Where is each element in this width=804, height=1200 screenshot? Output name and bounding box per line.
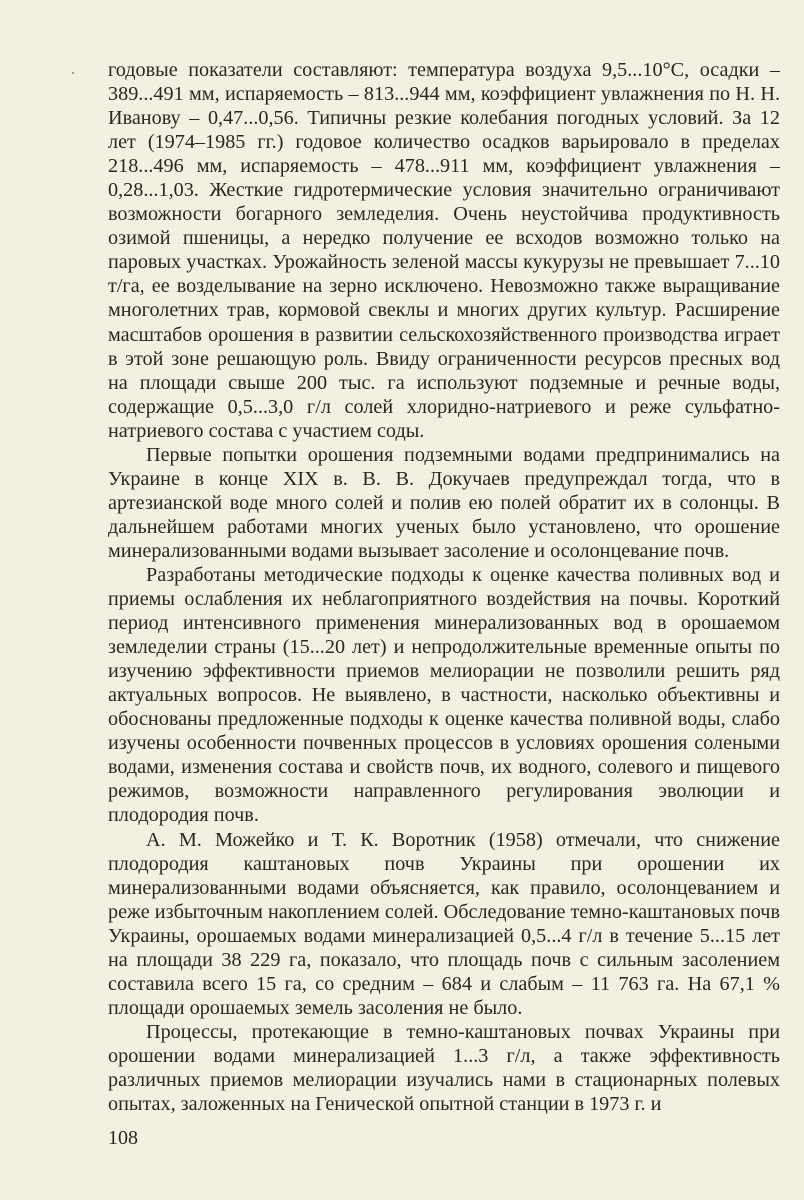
paragraph-mozheiko: А. М. Можейко и Т. К. Воротник (1958) отмечали, что снижение плодородия каштановых почв Украины при орошении их минерализованными водами объясняется, как правило, осолонцеванием и реже избыточным накоплением солей. Обследование темно-каштановых почв Украины, орошаемых водами минерализацией 0,5...4 г/л в течение 5...15 лет на площади 38 229 га, показало, что площадь почв с сильным засолением составила всего 15 га, со средним – 684 и слабым – 11 763 га. На 67,1 % площади орошаемых земель засоления не было. xyxy=(108,828,780,1019)
page-number: 108 xyxy=(108,1127,138,1149)
paragraph-methods: Разработаны методические подходы к оценке качества поливных вод и приемы ослабления их неблагоприятного воздействия на почвы. Короткий период интенсивного применения минерализованных вод в орошаемом земледелии страны (15...20 лет) и непродолжительные временные опыты по изучению эффективности приемов мелиорации не позволили решить ряд актуальных вопросов. Не выявлено, в частности, насколько объективны и обоснованы предложенные подходы к оценке качества поливной воды, слабо изучены особенности почвенных процессов в условиях орошения солеными водами, изменения состава и свойств почв, их водного, солевого и пищевого режимов, возможности направленного регулирования эволюции и плодородия почв. xyxy=(108,563,780,827)
page-text xyxy=(108,58,780,1116)
paragraph-history: Первые попытки орошения подземными водами предпринимались на Украине в конце XIX в. В. В. Докучаев предупреждал тогда, что в артезианской воде много солей и полив ею полей обратит их в солонцы. В дальнейшем работами многих ученых было установлено, что орошение минерализованными водами вызывает засоление и осолонцевание почв. xyxy=(108,443,780,562)
paper-speck xyxy=(72,72,74,74)
paragraph-processes: Процессы, протекающие в темно-каштановых почвах Украины при орошении водами минерализацией 1...3 г/л, а также эффективность различных приемов мелиорации изучались нами в стационарных полевых опытах, заложенных на Генической опытной станции в 1973 г. и xyxy=(108,1020,780,1116)
paragraph-climate: годовые показатели составляют: температура воздуха 9,5...10°С, осадки – 389...491 мм, испаряемость – 813...944 мм, коэффициент увлажнения по Н. Н. Иванову – 0,47...0,56. Типичны резкие колебания погодных условий. За 12 лет (1974–1985 гг.) годовое количество осадков варьировало в пределах 218...496 мм, испаряемость – 478...911 мм, коэффициент увлажнения – 0,28...1,03. Жесткие гидротермические условия значительно ограничивают возможности богарного земледелия. Очень неустойчива продуктивность озимой пшеницы, а нередко получение ее всходов возможно только на паровых участках. Урожайность зеленой массы кукурузы не превышает 7...10 т/га, ее возделывание на зерно исключено. Невозможно также выращивание многолетних трав, кормовой свеклы и многих других культур. Расширение масштабов орошения в развитии сельскохозяйственного производства играет в этой зоне решающую роль. Ввиду ограниченности ресурсов пресных вод на площади свыше 200 тыс. га используют подземные и речные воды, содержащие 0,5...3,0 г/л солей хлоридно-натриевого и реже сульфатно-натриевого состава с участием соды. xyxy=(108,59,780,442)
